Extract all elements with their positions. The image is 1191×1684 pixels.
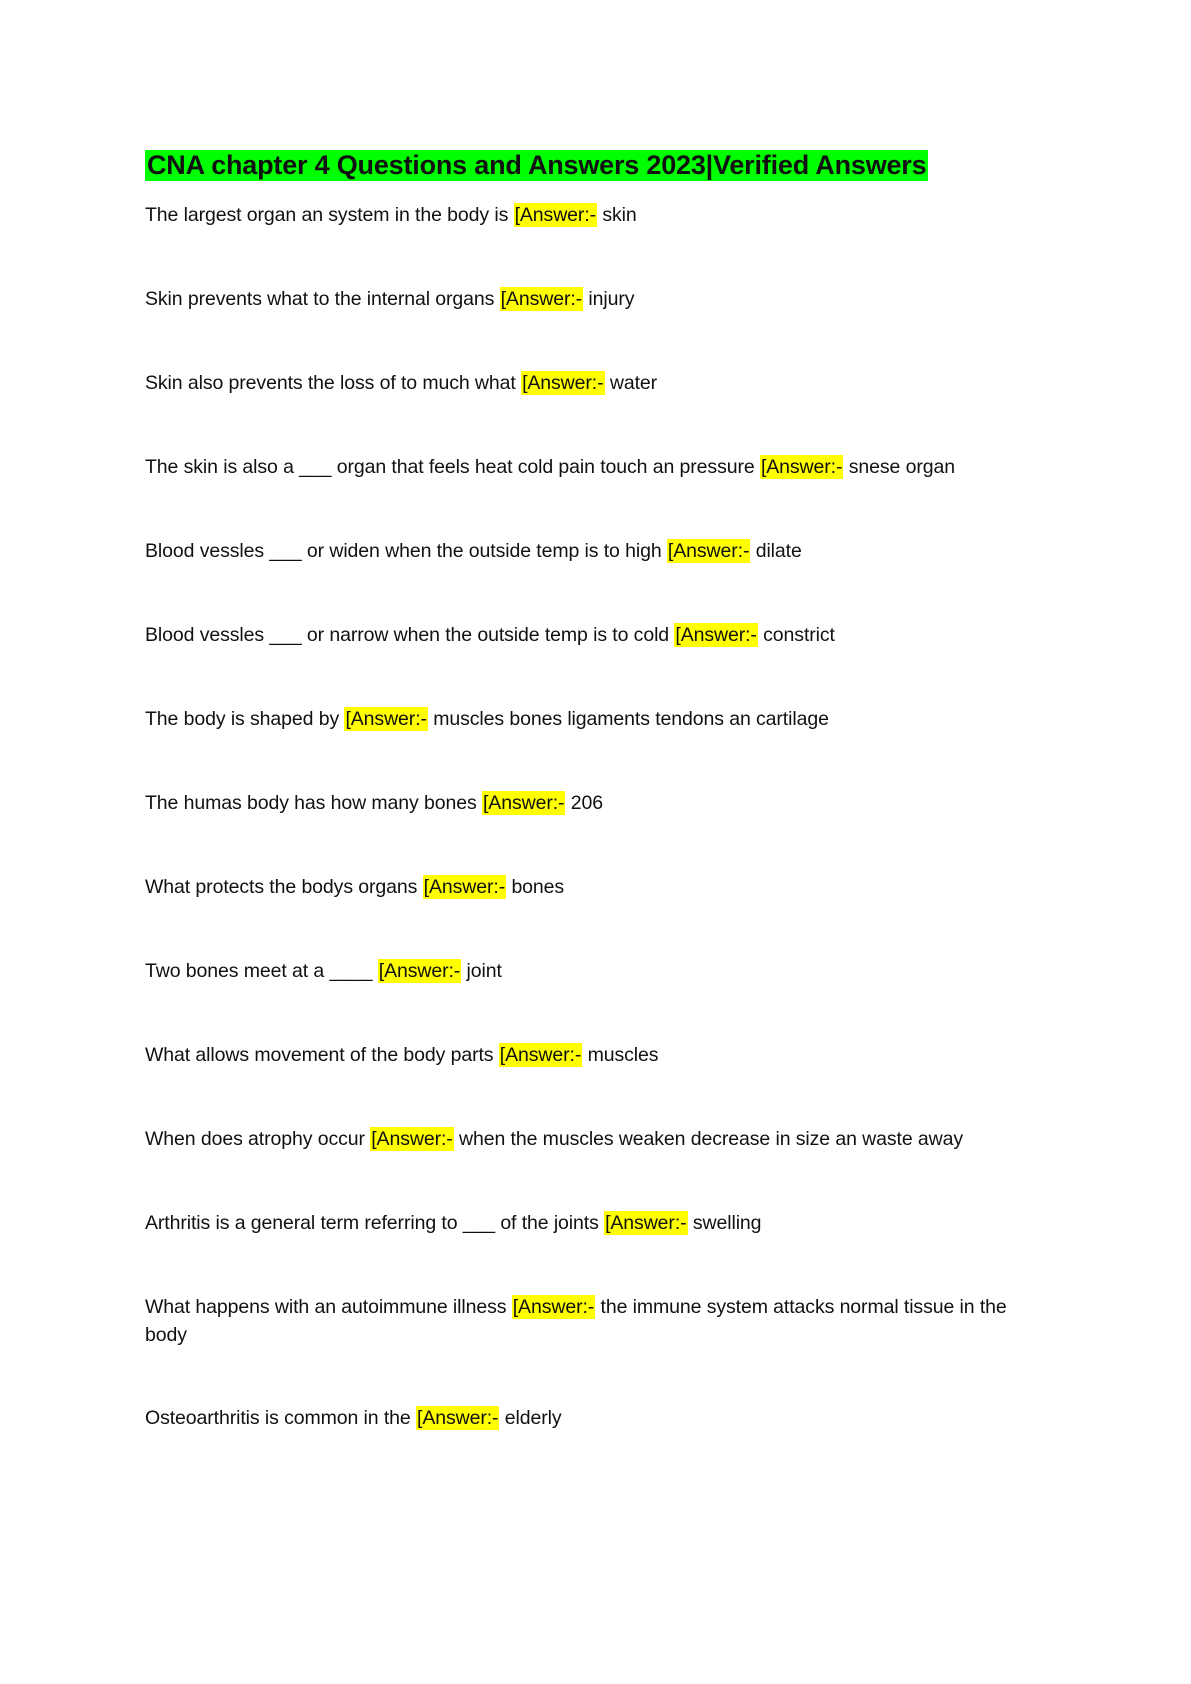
question-text: When does atrophy occur xyxy=(145,1128,365,1150)
answer-text: the immune system attacks normal tissue in the body xyxy=(145,1296,1007,1346)
answer-marker: [Answer:- xyxy=(760,456,843,478)
question-text: What allows movement of the body parts xyxy=(145,1044,494,1066)
question-text: Arthritis is a general term referring to ___ of the joints xyxy=(145,1212,599,1234)
question-text: The largest organ an system in the body is xyxy=(145,204,509,226)
qa-item xyxy=(145,453,1045,481)
answer-marker: [Answer:- xyxy=(667,540,750,562)
answer-marker: [Answer:- xyxy=(482,792,565,814)
answer-text: skin xyxy=(602,204,637,226)
answer-text: snese organ xyxy=(848,456,955,478)
answer-marker: [Answer:- xyxy=(605,1212,687,1234)
qa-item xyxy=(145,873,1045,901)
answer-marker: [Answer:- xyxy=(417,1407,499,1429)
answer-text: injury xyxy=(588,288,635,310)
question-text: The body is shaped by xyxy=(145,708,340,730)
answer-marker: [Answer:- xyxy=(514,204,597,226)
answer-text: when the muscles weaken decrease in size an waste away xyxy=(459,1128,964,1150)
answer-text: elderly xyxy=(504,1407,562,1429)
qa-item xyxy=(145,1293,1045,1349)
answer-marker: [Answer:- xyxy=(675,624,757,646)
question-text: Osteoarthritis is common in the xyxy=(145,1407,411,1429)
answer-text: water xyxy=(609,372,658,394)
answer-text: dilate xyxy=(755,540,802,562)
question-text: What protects the bodys organs xyxy=(145,876,418,898)
qa-item xyxy=(145,957,1045,985)
answer-marker: [Answer:- xyxy=(423,876,506,898)
answer-marker: [Answer:- xyxy=(378,960,461,982)
answer-text: 206 xyxy=(570,792,604,814)
answer-text: muscles bones ligaments tendons an cartilage xyxy=(433,708,829,730)
qa-item xyxy=(145,1209,1045,1237)
answer-text: joint xyxy=(466,960,502,982)
answer-text: muscles xyxy=(587,1044,659,1066)
answer-marker: [Answer:- xyxy=(371,1128,453,1150)
answer-marker: [Answer:- xyxy=(512,1296,595,1318)
question-text: What happens with an autoimmune illness xyxy=(145,1296,507,1318)
document-title xyxy=(145,146,928,184)
question-text: Blood vessles ___ or widen when the outside temp is to high xyxy=(145,540,662,562)
qa-item xyxy=(145,369,1045,397)
qa-item xyxy=(145,1125,1045,1153)
qa-item xyxy=(145,1041,1045,1069)
answer-text: constrict xyxy=(763,624,835,646)
question-text: Skin prevents what to the internal organs xyxy=(145,288,495,310)
qa-item xyxy=(145,705,1045,733)
question-text: The skin is also a ___ organ that feels heat cold pain touch an pressure xyxy=(145,456,755,478)
question-text: Skin also prevents the loss of to much what xyxy=(145,372,516,394)
qa-item xyxy=(145,285,1045,313)
answer-text: swelling xyxy=(692,1212,762,1234)
question-text: The humas body has how many bones xyxy=(145,792,477,814)
answer-marker: [Answer:- xyxy=(345,708,427,730)
title-highlight: CNA chapter 4 Questions and Answers 2023|Verified Answers xyxy=(147,150,927,180)
qa-item xyxy=(145,1404,1045,1432)
qa-item xyxy=(145,201,1045,229)
qa-item xyxy=(145,537,1045,565)
qa-item xyxy=(145,621,1045,649)
answer-marker: [Answer:- xyxy=(522,372,604,394)
answer-marker: [Answer:- xyxy=(499,1044,582,1066)
answer-text: bones xyxy=(511,876,565,898)
answer-marker: [Answer:- xyxy=(500,288,583,310)
question-text: Blood vessles ___ or narrow when the outside temp is to cold xyxy=(145,624,670,646)
question-text: Two bones meet at a ____ xyxy=(145,960,373,982)
qa-item xyxy=(145,789,1045,817)
